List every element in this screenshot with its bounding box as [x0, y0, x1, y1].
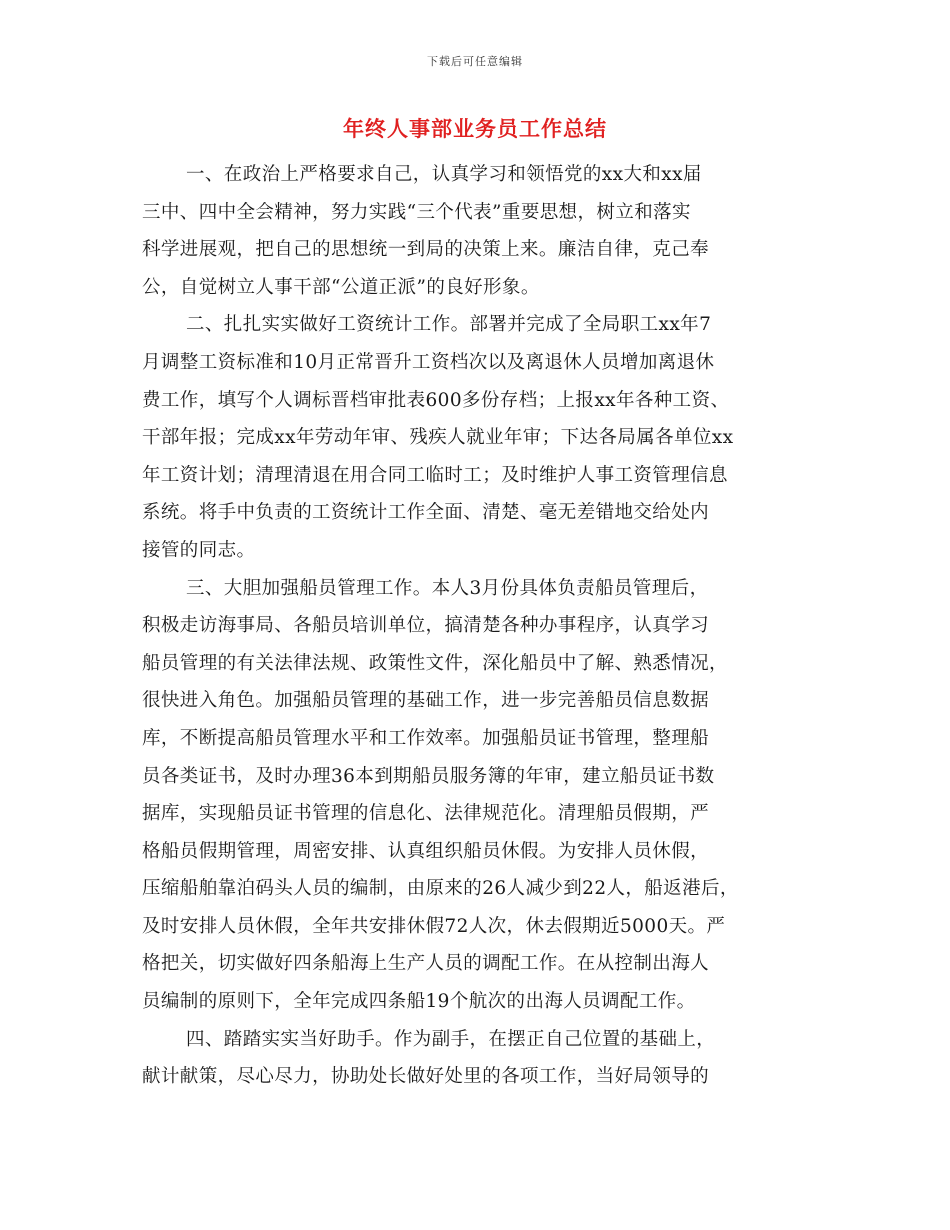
text-line: 年工资计划；清理清退在用合同工临时工；及时维护人事工资管理信息	[142, 464, 728, 486]
text-line: 库，不断提高船员管理水平和工作效率。加强船员证书管理，整理船	[142, 727, 710, 749]
text-line: 公，自觉树立人事干部“公道正派”的良好形象。	[142, 276, 540, 298]
text-line: 接管的同志。	[142, 539, 256, 561]
paragraph	[142, 570, 842, 1021]
text-line: 献计献策，尽心尽力，协助处长做好处里的各项工作，当好局领导的	[142, 1066, 710, 1088]
text-line: 月调整工资标准和10月正常晋升工资档次以及离退休人员增加离退休	[142, 351, 715, 373]
text-line: 一、在政治上严格要求自己，认真学习和领悟党的xx大和xx届	[186, 164, 702, 185]
text-line: 费工作，填写个人调标晋档审批表600多份存档；上报xx年各种工资、	[142, 389, 730, 411]
text-line: 及时安排人员休假，全年共安排休假72人次，休去假期近5000天。严	[142, 915, 726, 937]
text-line: 员编制的原则下，全年完成四条船19个航次的出海人员调配工作。	[142, 991, 696, 1013]
text-line: 积极走访海事局、各船员培训单位，搞清楚各种办事程序，认真学习	[142, 615, 710, 637]
text-line: 三中、四中全会精神，努力实践“三个代表”重要思想，树立和落实	[142, 201, 691, 223]
document-title: 年终人事部业务员工作总结	[343, 117, 607, 141]
paragraph	[142, 156, 842, 306]
text-line: 据库，实现船员证书管理的信息化、法律规范化。清理船员假期，严	[142, 803, 710, 825]
text-line: 格船员假期管理，周密安排、认真组织船员休假。为安排人员休假，	[142, 840, 710, 862]
text-line: 三、大胆加强船员管理工作。本人3月份具体负责船员管理后，	[186, 577, 709, 599]
text-line: 员各类证书，及时办理36本到期船员服务簿的年审，建立船员证书数	[142, 765, 715, 787]
text-line: 压缩船舶靠泊码头人员的编制，由原来的26人减少到22人，船返港后，	[142, 878, 739, 900]
text-line: 二、扎扎实实做好工资统计工作。部署并完成了全局职工xx年7	[186, 314, 712, 336]
text-line: 船员管理的有关法律法规、政策性文件，深化船员中了解、熟悉情况，	[142, 652, 728, 674]
text-line: 干部年报；完成xx年劳动年审、残疾人就业年审；下达各局属各单位xx	[142, 427, 734, 449]
text-line: 格把关，切实做好四条船海上生产人员的调配工作。在从控制出海人	[142, 953, 710, 975]
text-line: 科学进展观，把自己的思想统一到局的决策上来。廉洁自律，克己奉	[142, 239, 710, 261]
text-line: 系统。将手中负责的工资统计工作全面、清楚、毫无差错地交给处内	[142, 502, 710, 524]
text-line: 很快进入角色。加强船员管理的基础工作，进一步完善船员信息数据	[142, 690, 710, 712]
header-note: 下载后可任意编辑	[427, 55, 523, 68]
document-body	[142, 156, 842, 1096]
paragraph	[142, 306, 842, 569]
paragraph	[142, 1021, 842, 1096]
text-line: 四、踏踏实实当好助手。作为副手，在摆正自己位置的基础上，	[186, 1028, 716, 1050]
